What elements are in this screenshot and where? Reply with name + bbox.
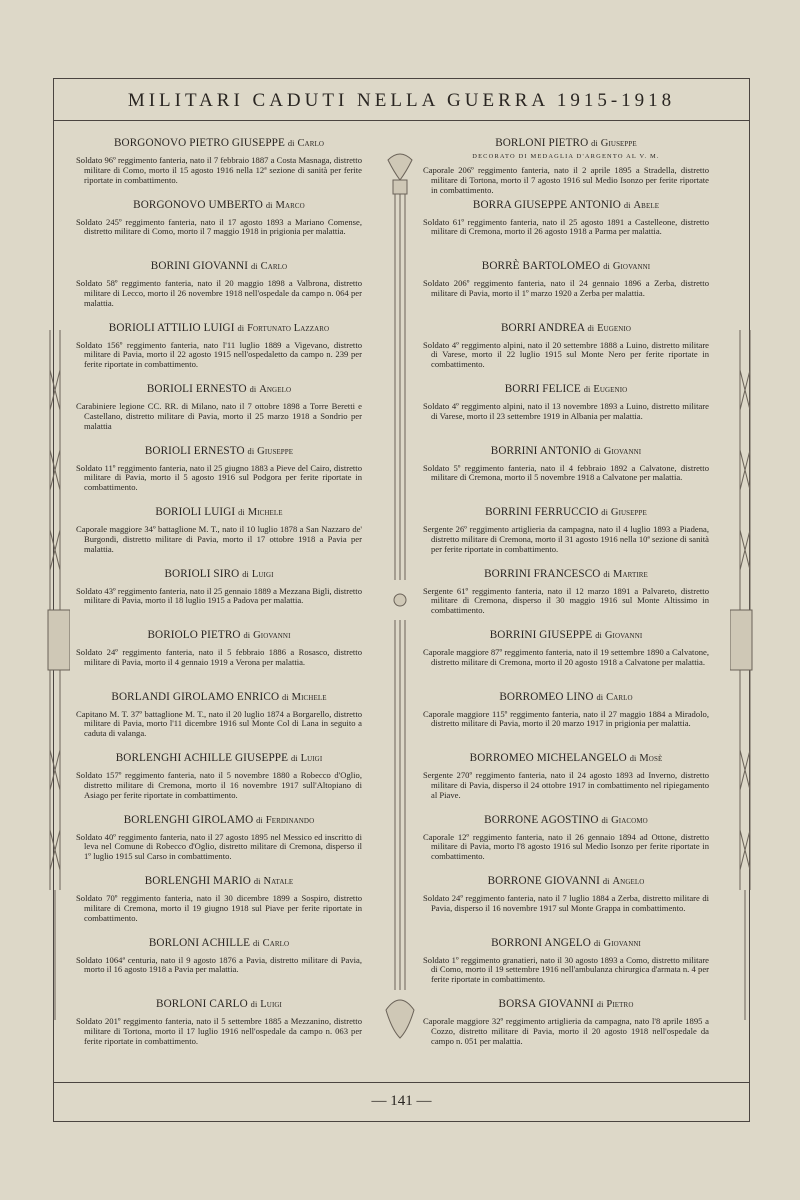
- di-label: di: [256, 815, 263, 825]
- soldier-entry: [76, 691, 362, 753]
- father-name: Michele: [247, 507, 283, 518]
- di-label: di: [602, 877, 610, 886]
- left-column: [76, 137, 362, 1060]
- soldier-surname: BORRINI GIUSEPPE: [489, 629, 593, 641]
- soldier-name: [76, 506, 362, 518]
- soldier-name: [423, 691, 709, 703]
- soldier-record: Sergente 270º reggimento fanteria, nato il 24 agosto 1893 ad Inverno, distretto militare di Pavia, disperso il 24 ottobre 1917 in combattimento nel ripiegamento al Piave.: [423, 770, 709, 800]
- soldier-name: [423, 814, 709, 826]
- di-label: di: [596, 1000, 604, 1009]
- di-label: di: [603, 262, 610, 271]
- soldier-surname: BORRONI ANGELO: [491, 936, 591, 949]
- di-label: di: [287, 139, 295, 148]
- father-name: Eugenio: [597, 322, 632, 334]
- di-label: di: [587, 323, 595, 333]
- father-name: Giacomo: [611, 814, 648, 826]
- father-name: Abele: [633, 199, 660, 211]
- soldier-entry: [423, 322, 709, 384]
- soldier-surname: BORGONOVO UMBERTO: [133, 198, 263, 211]
- father-name: Fortunato Lazzaro: [247, 322, 330, 334]
- left-fasces-ornament: [40, 330, 70, 1020]
- soldier-record: Caporale 206º reggimento fanteria, nato il 2 aprile 1895 a Stradella, distretto militare di Tortona, morto il 7 agosto 1916 sul Medio Isonzo per ferite riportate in combattimento.: [423, 165, 709, 195]
- father-name: Marco: [275, 199, 305, 211]
- soldier-entry: [76, 875, 362, 937]
- soldier-entry: [423, 875, 709, 937]
- soldier-surname: BORROMEO LINO: [499, 690, 594, 703]
- soldier-surname: BORIOLI ERNESTO: [146, 383, 247, 395]
- soldier-record: Soldato 11º reggimento fanteria, nato il 25 giugno 1883 a Pieve del Cairo, distretto militare di Pavia, morto il 5 agosto 1916 sul Podgora per ferite riportate in combattimento.: [76, 462, 362, 493]
- father-name: Carlo: [297, 138, 325, 149]
- father-name: Giovanni: [603, 937, 641, 949]
- soldier-entry: [423, 937, 709, 999]
- soldier-entry: [423, 814, 709, 876]
- soldier-name: [76, 691, 362, 703]
- soldier-record: Soldato 1064ª centuria, nato il 9 agosto 1876 a Pavia, distretto militare di Pavia, morto il 16 agosto 1918 a Pavia per malattia.: [76, 954, 362, 975]
- di-label: di: [601, 815, 609, 825]
- soldier-record: Soldato 157º reggimento fanteria, nato il 5 novembre 1880 a Robecco d'Oglio, distretto militare di Cremona, morto il 16 novembre 1917 sull'Altopiano di Asiago per ferite riportate in combattimento.: [76, 770, 362, 800]
- di-label: di: [253, 877, 261, 886]
- soldier-name: [76, 937, 362, 949]
- soldier-surname: BORIOLO PIETRO: [147, 629, 241, 641]
- soldier-record: Soldato 96º reggimento fanteria, nato il 7 febbraio 1887 a Costa Masnaga, distretto militare di Como, morto il 15 agosto 1916 nella 12ª sezione di sanità per ferite riportate in combattimento.: [76, 155, 362, 185]
- soldier-record: Sergente 61º reggimento fanteria, nato il 12 marzo 1891 a Palvareto, distretto militare di Cremona, disperso il 30 maggio 1916 sul Monte Altissimo in combattimento.: [423, 585, 709, 616]
- right-column: [423, 137, 709, 1060]
- di-label: di: [629, 754, 637, 763]
- soldier-entry: [423, 506, 709, 568]
- father-name: Giovanni: [603, 445, 642, 457]
- soldier-surname: BORRÈ BARTOLOMEO: [481, 260, 601, 272]
- soldier-record: Caporale 12º reggimento fanteria, nato il 26 gennaio 1894 ad Ottone, distretto militare di Pavia, morto l'8 agosto 1916 sul Medio Isonzo per ferite riportate in combattimento.: [423, 831, 709, 862]
- di-label: di: [237, 323, 245, 333]
- father-name: Luigi: [251, 568, 274, 580]
- soldier-name: [76, 629, 362, 641]
- soldier-entry: [76, 322, 362, 384]
- soldier-surname: BORSA GIOVANNI: [498, 998, 594, 1010]
- soldier-name: [423, 875, 709, 887]
- di-label: di: [601, 508, 608, 517]
- soldier-name: [76, 260, 362, 272]
- soldier-entry: [423, 629, 709, 691]
- soldier-record: Caporale maggiore 87º reggimento fanteria, nato il 19 settembre 1890 a Calvatone, distretto militare di Cremona, morto il 20 agosto 1918 a Calvatone per malattia.: [423, 647, 709, 667]
- di-label: di: [282, 692, 289, 702]
- soldier-name: [423, 322, 709, 334]
- di-label: di: [290, 754, 298, 763]
- soldier-entry: [76, 752, 362, 814]
- soldier-record: Soldato 40º reggimento fanteria, nato il 27 agosto 1895 nel Messico ed inscritto di leva nel Comune di Robecco d'Oglio, distretto militare di Cremona, disperso il 1º luglio 1915 sul Carso in combattimento.: [76, 831, 362, 862]
- soldier-name: [423, 568, 709, 580]
- soldier-record: Soldato 4º reggimento alpini, nato il 13 novembre 1893 a Luino, distretto militare di Varese, morto il 23 settembre 1919 in Albania per malattia.: [423, 401, 709, 421]
- right-fasces-ornament: [730, 330, 760, 1020]
- soldier-name: [423, 137, 709, 149]
- father-name: Carlo: [262, 937, 290, 949]
- soldier-entry: [76, 629, 362, 691]
- di-label: di: [250, 1000, 258, 1009]
- father-name: Giovanni: [604, 630, 643, 641]
- father-name: Ferdinando: [265, 814, 315, 826]
- page-title: MILITARI CADUTI NELLA GUERRA 1915-1918: [127, 90, 676, 111]
- father-name: Carlo: [606, 691, 633, 703]
- soldier-entry: [423, 137, 709, 199]
- soldier-record: Soldato 58º reggimento fanteria, nato il 20 maggio 1898 a Valbrona, distretto militare di Lecco, morto il 26 novembre 1918 nell'ospedale da campo n. 064 per malattia.: [76, 278, 362, 308]
- page-header: [54, 79, 749, 121]
- soldier-entry: [76, 137, 362, 199]
- di-label: di: [243, 631, 251, 640]
- soldier-name: [76, 199, 362, 211]
- soldier-surname: BORRI FELICE: [504, 383, 581, 395]
- di-label: di: [265, 200, 273, 210]
- soldier-surname: BORINI GIOVANNI: [150, 260, 249, 272]
- soldier-name: [423, 752, 709, 764]
- decoration-note: DECORATO DI MEDAGLIA D'ARGENTO AL V. M.: [472, 153, 660, 160]
- soldier-name: [423, 998, 709, 1010]
- soldier-entry: [76, 937, 362, 999]
- di-label: di: [603, 569, 611, 579]
- soldier-surname: BORIOLI ATTILIO LUIGI: [108, 321, 235, 334]
- soldier-name: [423, 199, 709, 211]
- father-name: Giuseppe: [600, 138, 637, 149]
- di-label: di: [596, 692, 604, 702]
- soldier-name: [423, 937, 709, 949]
- soldier-record: Caporale maggiore 32º reggimento artiglieria da campagna, nato l'8 aprile 1895 a Cozzo, distretto militare di Pavia, morto il 20 agosto 1918 nell'ospedale da campo n. 051 per malattia.: [423, 1016, 709, 1046]
- soldier-name: [423, 445, 709, 457]
- soldier-entry: [423, 260, 709, 322]
- di-label: di: [238, 508, 245, 517]
- father-name: Giovanni: [253, 630, 291, 641]
- father-name: Angelo: [612, 876, 645, 887]
- soldier-surname: BORRI ANDREA: [500, 321, 585, 334]
- soldier-record: Soldato 61º reggimento fanteria, nato il 25 agosto 1891 a Castelleone, distretto militare di Cremona, morto il 26 agosto 1918 a Parma per malattia.: [423, 216, 709, 237]
- soldier-surname: BORROMEO MICHELANGELO: [469, 752, 627, 764]
- di-label: di: [251, 262, 258, 271]
- soldier-record: Soldato 156º reggimento fanteria, nato l'11 luglio 1889 a Vigevano, distretto militare di Pavia, morto il 22 agosto 1915 nell'ospedaletto da campo n. 239 per ferite riportate in combattimento.: [76, 339, 362, 370]
- soldier-name: [76, 322, 362, 334]
- soldier-surname: BORIOLI SIRO: [164, 567, 240, 580]
- father-name: Giovanni: [612, 261, 651, 272]
- father-name: Eugenio: [593, 384, 628, 395]
- soldier-record: Soldato 206º reggimento fanteria, nato il 24 gennaio 1896 a Zerba, distretto militare di Pavia, morto il 1º marzo 1920 a Zerba per malattia.: [423, 278, 709, 298]
- soldier-surname: BORLENGHI GIROLAMO: [123, 813, 254, 826]
- di-label: di: [242, 569, 249, 579]
- soldier-surname: BORGONOVO PIETRO GIUSEPPE: [113, 137, 285, 149]
- soldier-entry: [423, 383, 709, 445]
- soldier-record: Soldato 201º reggimento fanteria, nato il 5 settembre 1885 a Mezzanino, distretto militare di Tortona, morto il 17 luglio 1916 nell'ospedale da campo n. 063 per ferite riportate in combattimento.: [76, 1016, 362, 1046]
- soldier-entry: [423, 691, 709, 753]
- soldier-surname: BORRINI ANTONIO: [490, 444, 592, 457]
- father-name: Angelo: [259, 384, 292, 395]
- soldier-entry: [76, 445, 362, 507]
- central-torch-ornament: [380, 150, 420, 1040]
- father-name: Michele: [291, 691, 327, 703]
- di-label: di: [591, 139, 598, 148]
- father-name: Luigi: [300, 753, 323, 764]
- soldier-entry: [76, 260, 362, 322]
- soldier-name: [76, 137, 362, 149]
- soldier-record: Soldato 245º reggimento fanteria, nato il 17 agosto 1893 a Mariano Comense, distretto militare di Como, morto il 7 maggio 1918 in prigionia per malattia.: [76, 216, 362, 237]
- soldier-name: [423, 629, 709, 641]
- soldier-entry: [423, 199, 709, 261]
- page-footer: [54, 1082, 749, 1121]
- di-label: di: [594, 446, 601, 456]
- soldier-entry: [76, 814, 362, 876]
- soldier-name: [76, 875, 362, 887]
- soldier-record: Caporale maggiore 34º battaglione M. T., nato il 10 luglio 1878 a San Nazzaro de' Burgondi, distretto militare di Pavia, morto il 17 ottobre 1918 a Pavia per malattia.: [76, 524, 362, 554]
- soldier-record: Caporale maggiore 115º reggimento fanteria, nato il 27 maggio 1884 a Miradolo, distretto militare di Pavia, morto il 20 marzo 1917 in prigionia per malattia.: [423, 708, 709, 729]
- soldier-record: Capitano M. T. 37º battaglione M. T., nato il 20 luglio 1874 a Borgarello, distretto militare di Pavia, morto l'11 dicembre 1916 sul Monte Col di Lana in seguito a caduta di valanga.: [76, 708, 362, 739]
- soldier-name: [76, 445, 362, 457]
- di-label: di: [593, 938, 601, 948]
- soldier-surname: BORLENGHI MARIO: [144, 875, 251, 887]
- soldier-surname: BORLONI ACHILLE: [148, 936, 251, 949]
- soldier-surname: BORRINI FRANCESCO: [484, 567, 601, 580]
- soldier-surname: BORLENGHI ACHILLE GIUSEPPE: [115, 752, 289, 764]
- soldier-surname: BORRONE AGOSTINO: [484, 813, 599, 826]
- soldier-record: Soldato 43º reggimento fanteria, nato il 25 gennaio 1889 a Mezzana Bigli, distretto militare di Pavia, morto il 18 luglio 1915 a Padova per malattia.: [76, 585, 362, 606]
- soldier-entry: [76, 568, 362, 630]
- father-name: Carlo: [260, 261, 288, 272]
- soldier-entry: [76, 506, 362, 568]
- soldier-surname: BORRINI FERRUCCIO: [485, 506, 599, 518]
- soldier-record: Sergente 26º reggimento artiglieria da campagna, nato il 4 luglio 1893 a Piadena, distretto militare di Cremona, morto il 31 agosto 1916 nella 10ª sezione di sanità per ferite riportate in combattimento.: [423, 524, 709, 554]
- soldier-record: Soldato 24º reggimento fanteria, nato il 7 luglio 1884 a Zerba, distretto militare di Pavia, disperso il 16 novembre 1917 sul Monte Grappa in combattimento.: [423, 893, 709, 913]
- soldier-surname: BORRA GIUSEPPE ANTONIO: [472, 198, 621, 211]
- father-name: Mosè: [639, 753, 663, 764]
- soldier-entry: [423, 445, 709, 507]
- soldier-record: Soldato 1º reggimento granatieri, nato il 30 agosto 1893 a Como, distretto militare di Como, morto il 19 settembre 1916 nell'ambulanza chirurgica d'armata n. 4 per ferite riportate in combattimento.: [423, 954, 709, 985]
- father-name: Giuseppe: [610, 507, 647, 518]
- di-label: di: [249, 385, 257, 394]
- father-name: Natale: [263, 876, 294, 887]
- soldier-name: [423, 506, 709, 518]
- soldier-name: [423, 383, 709, 395]
- soldier-entry: [76, 383, 362, 445]
- soldier-name: [76, 752, 362, 764]
- soldier-entry: [76, 199, 362, 261]
- soldier-name: [76, 568, 362, 580]
- soldier-surname: BORIOLI LUIGI: [155, 506, 236, 518]
- soldier-entry: [423, 568, 709, 630]
- soldier-record: Soldato 24º reggimento fanteria, nato il 5 febbraio 1886 a Rosasco, distretto militare di Pavia, morto il 4 gennaio 1919 a Verona per malattia.: [76, 647, 362, 667]
- soldier-name: [76, 998, 362, 1010]
- soldier-entry: [423, 752, 709, 814]
- di-label: di: [595, 631, 602, 640]
- di-label: di: [252, 938, 260, 948]
- soldier-record: Soldato 70º reggimento fanteria, nato il 30 dicembre 1899 a Sospiro, distretto militare di Cremona, morto il 19 giugno 1918 sul Piave per ferite riportate in combattimento.: [76, 893, 362, 923]
- father-name: Martire: [613, 568, 648, 580]
- soldier-record: Soldato 5º reggimento fanteria, nato il 4 febbraio 1892 a Calvatone, distretto militare di Cremona, morto il 5 novembre 1918 a Calvatone per malattia.: [423, 462, 709, 483]
- soldier-name: [76, 814, 362, 826]
- soldier-name: [76, 383, 362, 395]
- di-label: di: [623, 200, 631, 210]
- soldier-surname: BORIOLI ERNESTO: [144, 444, 245, 457]
- di-label: di: [247, 446, 255, 456]
- soldier-entry: [76, 998, 362, 1060]
- page-number: — 141 —: [371, 1093, 432, 1109]
- soldier-surname: BORLONI PIETRO: [495, 137, 589, 149]
- soldier-record: Soldato 4º reggimento alpini, nato il 20 settembre 1888 a Luino, distretto militare di Varese, morto il 22 luglio 1915 sul Monte Nero per ferite riportate in combattimento.: [423, 339, 709, 370]
- father-name: Luigi: [260, 999, 282, 1010]
- soldier-surname: BORLONI CARLO: [156, 998, 248, 1010]
- soldier-name: [423, 260, 709, 272]
- father-name: Pietro: [606, 999, 634, 1010]
- father-name: Giuseppe: [257, 445, 294, 457]
- soldier-surname: BORLANDI GIROLAMO ENRICO: [111, 690, 280, 703]
- soldier-entry: [423, 998, 709, 1060]
- soldier-surname: BORRONE GIOVANNI: [487, 875, 600, 887]
- di-label: di: [583, 385, 591, 394]
- soldier-record: Carabiniere legione CC. RR. di Milano, nato il 7 ottobre 1898 a Torre Beretti e Castellano, distretto militare di Pavia, morto il 25 marzo 1918 a Sondrio per malattia: [76, 401, 362, 431]
